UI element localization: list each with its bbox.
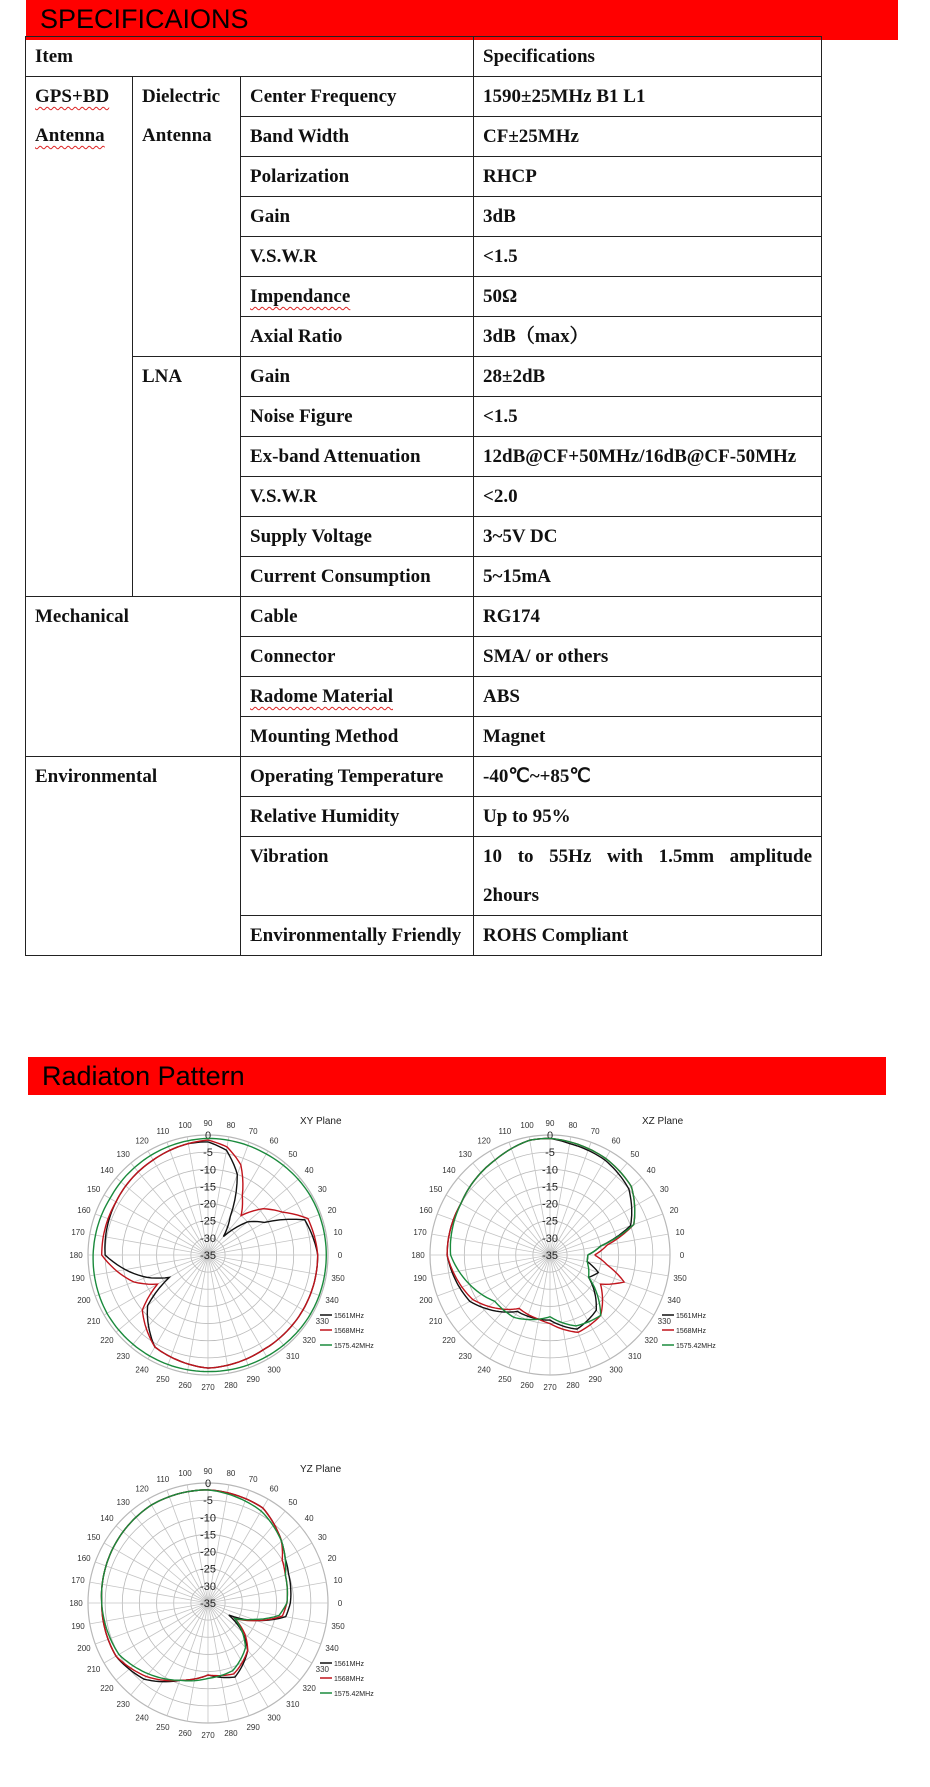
value-cell: <1.5 xyxy=(474,237,822,277)
angle-tick-label: 220 xyxy=(100,1683,114,1693)
angle-tick-label: 80 xyxy=(226,1121,236,1131)
angle-tick-label: 350 xyxy=(331,1273,345,1283)
angle-tick-label: 140 xyxy=(442,1166,456,1176)
angle-tick-label: 160 xyxy=(77,1205,91,1215)
value-cell: RG174 xyxy=(474,597,822,637)
legend-entry: 1575.42MHz xyxy=(334,1691,374,1698)
angle-tick-label: 210 xyxy=(87,1665,101,1674)
value-cell: 1590±25MHz B1 L1 xyxy=(474,77,822,117)
xy-plane-plot xyxy=(69,1107,438,1425)
param-cell: V.S.W.R xyxy=(241,477,474,517)
radial-tick-label: -30 xyxy=(200,1580,216,1593)
group-gps-bd-label: GPS+BD Antenna xyxy=(35,86,110,146)
value-cell: 10 to 55Hz with 1.5mm amplitude 2hours xyxy=(474,837,822,916)
value-cell: <1.5 xyxy=(474,397,822,437)
radial-tick-label: 0 xyxy=(546,1130,554,1142)
angle-tick-label: 130 xyxy=(116,1497,130,1507)
param-cell-text: Impendance xyxy=(250,286,351,307)
angle-tick-label: 250 xyxy=(156,1375,170,1385)
angle-tick-label: 30 xyxy=(659,1185,669,1194)
radial-tick-label: -30 xyxy=(200,1232,216,1245)
xz-plane-plot xyxy=(411,1107,780,1425)
radial-tick-label: -15 xyxy=(200,1529,216,1542)
angle-tick-label: 120 xyxy=(135,1136,149,1146)
angle-tick-label: 350 xyxy=(673,1273,687,1283)
group-gps-bd xyxy=(26,77,133,597)
angle-tick-label: 230 xyxy=(116,1700,130,1710)
angle-tick-label: 180 xyxy=(69,1599,83,1608)
angle-tick-label: 330 xyxy=(315,1665,329,1674)
angle-tick-label: 240 xyxy=(135,1365,149,1375)
angle-tick-label: 140 xyxy=(100,1166,114,1176)
subgroup-lna: LNA xyxy=(133,357,241,597)
radial-tick-label: -20 xyxy=(200,1546,216,1559)
angle-tick-label: 190 xyxy=(71,1621,85,1631)
angle-tick-label: 170 xyxy=(413,1228,427,1238)
angle-tick-label: 240 xyxy=(477,1365,491,1375)
angle-tick-label: 280 xyxy=(224,1380,238,1390)
angle-tick-label: 50 xyxy=(288,1149,298,1159)
angle-tick-label: 200 xyxy=(77,1296,91,1306)
angle-tick-label: 300 xyxy=(267,1713,281,1723)
angle-tick-label: 150 xyxy=(87,1185,101,1194)
angle-tick-label: 300 xyxy=(267,1365,281,1375)
angle-tick-label: 140 xyxy=(100,1514,114,1524)
param-cell: Supply Voltage xyxy=(241,517,474,557)
param-cell xyxy=(241,677,474,717)
angle-tick-label: 110 xyxy=(156,1474,170,1484)
angle-tick-label: 50 xyxy=(288,1497,298,1507)
angle-tick-label: 290 xyxy=(246,1723,260,1733)
radial-tick-label: -5 xyxy=(545,1147,555,1160)
specifications-header: SPECIFICAIONS xyxy=(26,0,898,40)
angle-tick-label: 220 xyxy=(442,1335,456,1345)
xz-plane-svg xyxy=(411,1107,780,1425)
yz-plane-svg xyxy=(69,1455,438,1780)
angle-tick-label: 260 xyxy=(520,1380,534,1390)
legend-entry: 1561MHz xyxy=(334,1661,364,1668)
param-cell: Gain xyxy=(241,197,474,237)
angle-tick-label: 90 xyxy=(203,1467,213,1476)
angle-tick-label: 10 xyxy=(333,1576,343,1586)
value-cell: 50Ω xyxy=(474,277,822,317)
legend-entry: 1561MHz xyxy=(676,1313,706,1320)
radial-tick-label: -25 xyxy=(200,1563,216,1576)
angle-tick-label: 10 xyxy=(333,1228,343,1238)
angle-tick-label: 250 xyxy=(156,1723,170,1733)
angle-tick-label: 30 xyxy=(317,1185,327,1194)
angle-tick-label: 70 xyxy=(590,1126,600,1136)
angle-tick-label: 180 xyxy=(69,1251,83,1260)
angle-tick-label: 20 xyxy=(327,1553,337,1563)
radiation-pattern-header: Radiaton Pattern xyxy=(28,1057,886,1095)
angle-tick-label: 130 xyxy=(458,1149,472,1159)
angle-tick-label: 20 xyxy=(327,1205,337,1215)
angle-tick-label: 100 xyxy=(520,1121,534,1131)
radial-tick-label: -20 xyxy=(542,1198,558,1211)
param-cell: Operating Temperature xyxy=(241,757,474,797)
angle-tick-label: 300 xyxy=(609,1365,623,1375)
param-cell: Center Frequency xyxy=(241,77,474,117)
param-cell xyxy=(241,277,474,317)
angle-tick-label: 330 xyxy=(315,1317,329,1326)
legend-entry: 1575.42MHz xyxy=(334,1343,374,1350)
radial-tick-label: -25 xyxy=(542,1215,558,1228)
angle-tick-label: 90 xyxy=(203,1119,213,1128)
table-row xyxy=(26,357,822,397)
value-cell: 5~15mA xyxy=(474,557,822,597)
radial-tick-label: -5 xyxy=(203,1147,213,1160)
value-cell: ROHS Compliant xyxy=(474,916,822,956)
legend-entry: 1575.42MHz xyxy=(676,1343,716,1350)
angle-tick-label: 100 xyxy=(178,1469,192,1479)
value-cell: ABS xyxy=(474,677,822,717)
yz-plane-plot xyxy=(69,1455,438,1780)
param-cell: Connector xyxy=(241,637,474,677)
angle-tick-label: 70 xyxy=(248,1474,258,1484)
angle-tick-label: 320 xyxy=(302,1335,316,1345)
angle-tick-label: 280 xyxy=(224,1728,238,1738)
param-cell: Gain xyxy=(241,357,474,397)
angle-tick-label: 0 xyxy=(679,1251,685,1260)
value-cell: 12dB@CF+50MHz/16dB@CF-50MHz xyxy=(474,437,822,477)
value-cell: Up to 95% xyxy=(474,797,822,837)
angle-tick-label: 10 xyxy=(675,1228,685,1238)
radial-tick-label: -15 xyxy=(542,1181,558,1194)
angle-tick-label: 60 xyxy=(269,1484,279,1494)
param-cell: Axial Ratio xyxy=(241,317,474,357)
angle-tick-label: 200 xyxy=(419,1296,433,1306)
angle-tick-label: 290 xyxy=(246,1375,260,1385)
value-cell: <2.0 xyxy=(474,477,822,517)
angle-tick-label: 120 xyxy=(477,1136,491,1146)
angle-tick-label: 40 xyxy=(304,1166,314,1176)
angle-tick-label: 70 xyxy=(248,1126,258,1136)
radial-tick-label: -10 xyxy=(200,1164,216,1177)
radial-tick-label: -10 xyxy=(200,1512,216,1525)
param-cell: Polarization xyxy=(241,157,474,197)
header-spec: Specifications xyxy=(474,37,822,77)
angle-tick-label: 60 xyxy=(611,1136,621,1146)
radial-tick-label: -5 xyxy=(203,1495,213,1508)
angle-tick-label: 250 xyxy=(498,1375,512,1385)
angle-tick-label: 80 xyxy=(568,1121,578,1131)
radial-tick-label: 0 xyxy=(204,1130,212,1142)
value-cell: 3dB（max） xyxy=(474,317,822,357)
angle-tick-label: 310 xyxy=(286,1700,300,1710)
angle-tick-label: 190 xyxy=(71,1273,85,1283)
angle-tick-label: 260 xyxy=(178,1380,192,1390)
angle-tick-label: 90 xyxy=(545,1119,555,1128)
angle-tick-label: 170 xyxy=(71,1576,85,1586)
param-cell: Band Width xyxy=(241,117,474,157)
angle-tick-label: 340 xyxy=(325,1296,339,1306)
header-item: Item xyxy=(26,37,474,77)
angle-tick-label: 340 xyxy=(325,1644,339,1654)
angle-tick-label: 80 xyxy=(226,1469,236,1479)
angle-tick-label: 160 xyxy=(419,1205,433,1215)
angle-tick-label: 210 xyxy=(87,1317,101,1326)
param-cell: Mounting Method xyxy=(241,717,474,757)
angle-tick-label: 130 xyxy=(116,1149,130,1159)
radial-tick-label: -25 xyxy=(200,1215,216,1228)
table-row xyxy=(26,757,822,797)
angle-tick-label: 350 xyxy=(331,1621,345,1631)
xy-plane-svg xyxy=(69,1107,438,1425)
plot-title: XZ Plane xyxy=(642,1116,684,1127)
angle-tick-label: 280 xyxy=(566,1380,580,1390)
angle-tick-label: 180 xyxy=(411,1251,425,1260)
angle-tick-label: 320 xyxy=(644,1335,658,1345)
angle-tick-label: 40 xyxy=(304,1514,314,1524)
angle-tick-label: 330 xyxy=(657,1317,671,1326)
value-cell: CF±25MHz xyxy=(474,117,822,157)
angle-tick-label: 230 xyxy=(116,1352,130,1362)
value-cell: RHCP xyxy=(474,157,822,197)
radial-tick-label: -35 xyxy=(542,1250,558,1262)
angle-tick-label: 150 xyxy=(429,1185,443,1194)
angle-tick-label: 240 xyxy=(135,1713,149,1723)
value-cell: 28±2dB xyxy=(474,357,822,397)
angle-tick-label: 320 xyxy=(302,1683,316,1693)
table-row xyxy=(26,77,822,117)
angle-tick-label: 230 xyxy=(458,1352,472,1362)
angle-tick-label: 170 xyxy=(71,1228,85,1238)
radial-tick-label: -20 xyxy=(200,1198,216,1211)
value-cell: Magnet xyxy=(474,717,822,757)
legend-entry: 1568MHz xyxy=(334,1328,364,1335)
param-cell: Noise Figure xyxy=(241,397,474,437)
angle-tick-label: 100 xyxy=(178,1121,192,1131)
param-cell: Cable xyxy=(241,597,474,637)
angle-tick-label: 270 xyxy=(201,1731,215,1740)
angle-tick-label: 340 xyxy=(667,1296,681,1306)
angle-tick-label: 260 xyxy=(178,1728,192,1738)
param-cell-text: Radome Material xyxy=(250,686,393,707)
angle-tick-label: 270 xyxy=(201,1383,215,1392)
value-cell: SMA/ or others xyxy=(474,637,822,677)
angle-tick-label: 60 xyxy=(269,1136,279,1146)
angle-tick-label: 20 xyxy=(669,1205,679,1215)
group-mechanical: Mechanical xyxy=(26,597,241,757)
angle-tick-label: 110 xyxy=(156,1126,170,1136)
value-cell: 3dB xyxy=(474,197,822,237)
angle-tick-label: 40 xyxy=(646,1166,656,1176)
angle-tick-label: 200 xyxy=(77,1644,91,1654)
radial-tick-label: -30 xyxy=(542,1232,558,1245)
angle-tick-label: 30 xyxy=(317,1533,327,1542)
table-header-row xyxy=(26,37,822,77)
param-cell: V.S.W.R xyxy=(241,237,474,277)
plot-title: YZ Plane xyxy=(300,1464,342,1475)
legend-entry: 1568MHz xyxy=(334,1676,364,1683)
group-environmental: Environmental xyxy=(26,757,241,956)
param-cell: Environmentally Friendly xyxy=(241,916,474,956)
angle-tick-label: 270 xyxy=(543,1383,557,1392)
radial-tick-label: -10 xyxy=(542,1164,558,1177)
legend-entry: 1561MHz xyxy=(334,1313,364,1320)
radial-tick-label: -35 xyxy=(200,1598,216,1610)
spec-table xyxy=(25,36,822,956)
param-cell: Vibration xyxy=(241,837,474,916)
radial-tick-label: -35 xyxy=(200,1250,216,1262)
angle-tick-label: 160 xyxy=(77,1553,91,1563)
subgroup-dielectric: Dielectric Antenna xyxy=(133,77,241,357)
radial-tick-label: -15 xyxy=(200,1181,216,1194)
plot-title: XY Plane xyxy=(300,1116,342,1127)
angle-tick-label: 110 xyxy=(498,1126,512,1136)
param-cell: Current Consumption xyxy=(241,557,474,597)
angle-tick-label: 210 xyxy=(429,1317,443,1326)
value-cell: 3~5V DC xyxy=(474,517,822,557)
angle-tick-label: 50 xyxy=(630,1149,640,1159)
radial-tick-label: 0 xyxy=(204,1478,212,1490)
angle-tick-label: 0 xyxy=(337,1251,343,1260)
param-cell: Ex-band Attenuation xyxy=(241,437,474,477)
angle-tick-label: 220 xyxy=(100,1335,114,1345)
angle-tick-label: 310 xyxy=(628,1352,642,1362)
angle-tick-label: 310 xyxy=(286,1352,300,1362)
angle-tick-label: 150 xyxy=(87,1533,101,1542)
param-cell: Relative Humidity xyxy=(241,797,474,837)
value-cell: -40℃~+85℃ xyxy=(474,757,822,797)
angle-tick-label: 290 xyxy=(588,1375,602,1385)
angle-tick-label: 120 xyxy=(135,1484,149,1494)
angle-tick-label: 190 xyxy=(413,1273,427,1283)
angle-tick-label: 0 xyxy=(337,1599,343,1608)
legend-entry: 1568MHz xyxy=(676,1328,706,1335)
table-row xyxy=(26,597,822,637)
series-line xyxy=(447,1138,635,1332)
